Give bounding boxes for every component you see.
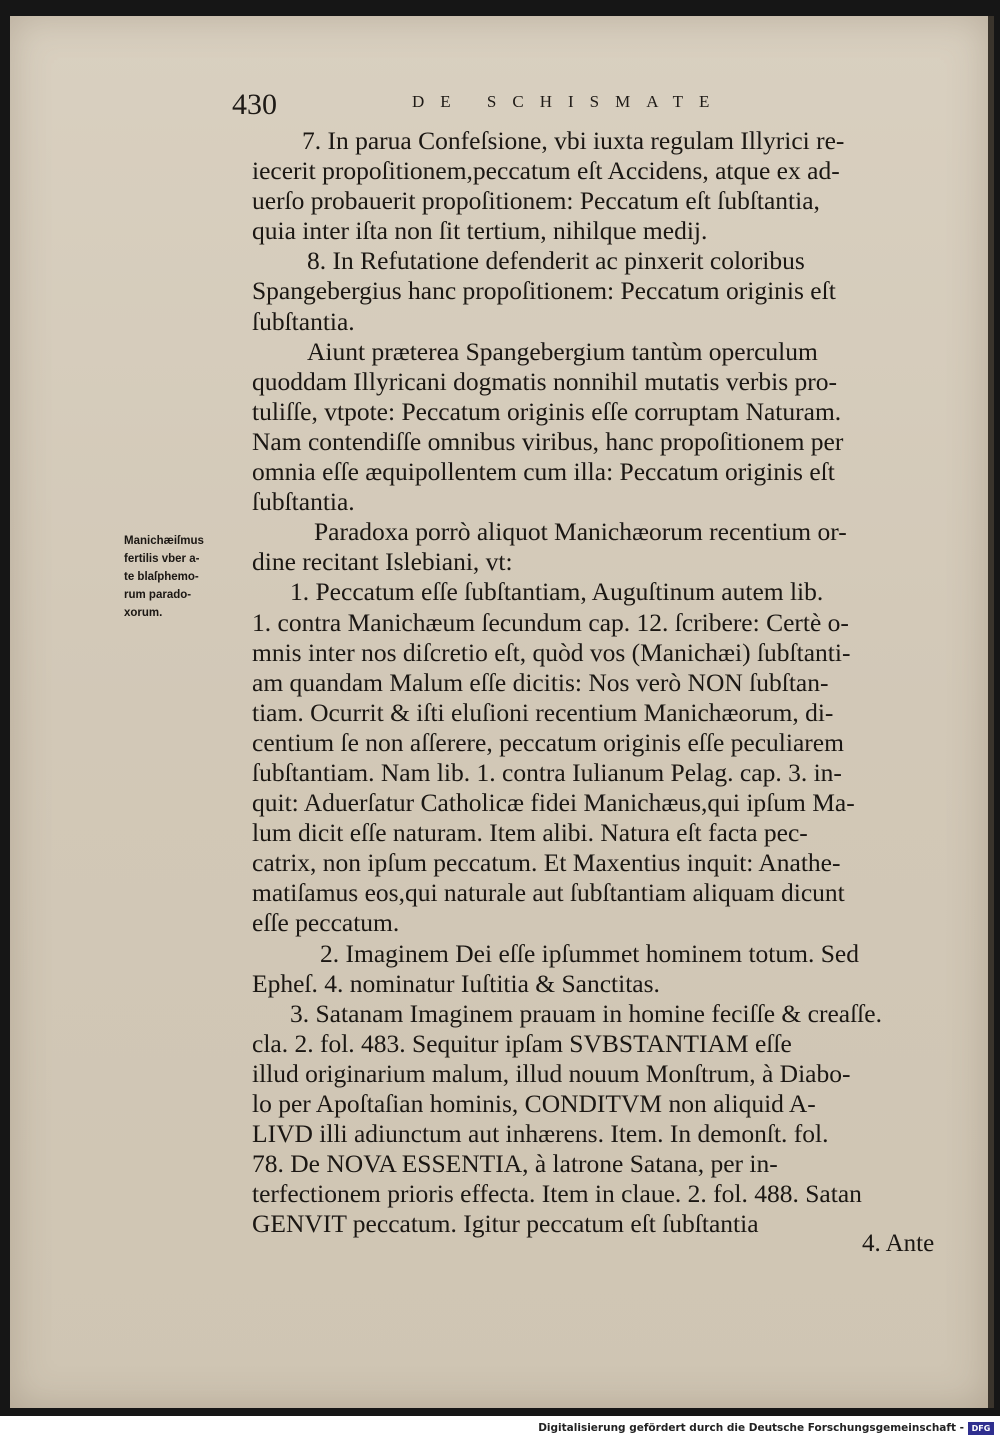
text-line: centium ſe non aſſerere, peccatum originis eſſe peculiarem (252, 727, 844, 757)
text-line: 3. Satanam Imaginem prauam in homine feciſſe & creaſſe. (290, 998, 882, 1028)
text-line: mnis inter nos diſcretio eſt, quòd vos (Manichӕi) ſubſtanti- (252, 637, 851, 667)
catchword: 4. Ante (862, 1230, 935, 1257)
text-line: tiam. Ocurrit & iſti eluſioni recentium Manichӕorum, di- (252, 697, 834, 727)
text-line: GENVIT peccatum. Igitur peccatum eſt ſubſtantia (252, 1209, 759, 1239)
text-line: quoddam Illyricani dogmatis nonnihil mutatis verbis pro- (252, 366, 837, 396)
text-line: Spangebergius hanc propoſitionem: Peccatum originis eſt (252, 276, 836, 306)
text-line: lum dicit eſſe naturam. Item alibi. Natura eſt facta pec- (252, 818, 808, 848)
text-line: omnia eſſe ӕquipollentem cum illa: Peccatum originis eſt (252, 457, 835, 487)
text-line: 7. In parua Confeſsione, vbi iuxta regulam Illyrici re- (302, 126, 845, 155)
text-line: Nam contendiſſe omnibus viribus, hanc propoſitionem per (252, 426, 844, 456)
margin-note-line: te blaſphemo- (124, 571, 199, 583)
text-line: quit: Aduerſatur Catholicӕ fidei Manichӕus,qui ipſum Ma- (252, 788, 855, 818)
text-line: terfectionem prioris effecta. Item in claue. 2. fol. 488. Satan (252, 1179, 862, 1209)
text-line: LIVD illi adiunctum aut inhӕrens. Item. In demonſt. fol. (252, 1119, 829, 1149)
footer-credit: Digitalisierung gefördert durch die Deutsche Forschungsgemeinschaft - (538, 1422, 964, 1434)
main-text (252, 126, 964, 1239)
text-line: matiſamus eos,qui naturale aut ſubſtantiam aliquam dicunt (252, 878, 845, 908)
text-line: Epheſ. 4. nominatur Iuſtitia & Sanctitas. (252, 968, 660, 998)
text-line: 8. In Refutatione defenderit ac pinxerit coloribus (307, 246, 805, 276)
page-header (232, 86, 852, 130)
margin-note-line: rum parado- (124, 589, 192, 601)
text-line: uerſo probauerit propoſitionem: Peccatum eſt ſubſtantia, (252, 186, 820, 216)
text-line: 78. De NOVA ESSENTIA, à latrone Satana, per in- (252, 1149, 778, 1179)
text-line: Paradoxa porrò aliquot Manichӕorum recentium or- (314, 517, 847, 547)
text-line: 1. Peccatum eſſe ſubſtantiam, Auguſtinum autem lib. (290, 577, 824, 607)
text-line: lo per Apoſtaſian hominis, CONDITVM non aliquid A- (252, 1089, 816, 1118)
margin-note-line: xorum. (124, 607, 163, 619)
text-line: ſubſtantia. (252, 306, 355, 336)
text-line: tuliſſe, vtpote: Peccatum originis eſſe corruptam Naturam. (252, 396, 842, 426)
text-line: quia inter iſta non ſit tertium, nihilque medij. (252, 216, 708, 246)
page-number: 430 (232, 88, 277, 121)
text-line: 1. contra Manichӕum ſecundum cap. 12. ſcribere: Certè o- (252, 607, 849, 637)
footer (0, 1416, 1000, 1440)
margin-note-line: Manichӕiſmus (124, 535, 204, 547)
text-line: am quandam Malum eſſe dicitis: Nos verò NON ſubſtan- (252, 667, 829, 697)
text-line: cla. 2. fol. 483. Sequitur ipſam SVBSTANTIAM eſſe (252, 1028, 792, 1058)
dfg-logo-icon: DFG (968, 1422, 994, 1435)
text-line: 2. Imaginem Dei eſſe ipſummet hominem totum. Sed (320, 938, 859, 968)
text-line: iecerit propoſitionem,peccatum eſt Accidens, atque ex ad- (252, 156, 840, 186)
text-line: illud originarium malum, illud nouum Monſtrum, à Diabo- (252, 1058, 851, 1088)
text-line: Aiunt prӕterea Spangebergium tantùm operculum (307, 336, 818, 366)
text-line: catrix, non ipſum peccatum. Et Maxentius inquit: Anathe- (252, 848, 841, 878)
text-line: ſubſtantia. (252, 487, 355, 517)
text-line: eſſe peccatum. (252, 908, 400, 938)
text-line: ſubſtantiam. Nam lib. 1. contra Iulianum Pelag. cap. 3. in- (252, 757, 842, 787)
margin-note (124, 532, 256, 622)
margin-note-line: fertilis vber a- (124, 553, 200, 565)
running-title: DE SCHISMATE (412, 92, 726, 111)
text-line: dine recitant Islebiani, vt: (252, 547, 513, 577)
